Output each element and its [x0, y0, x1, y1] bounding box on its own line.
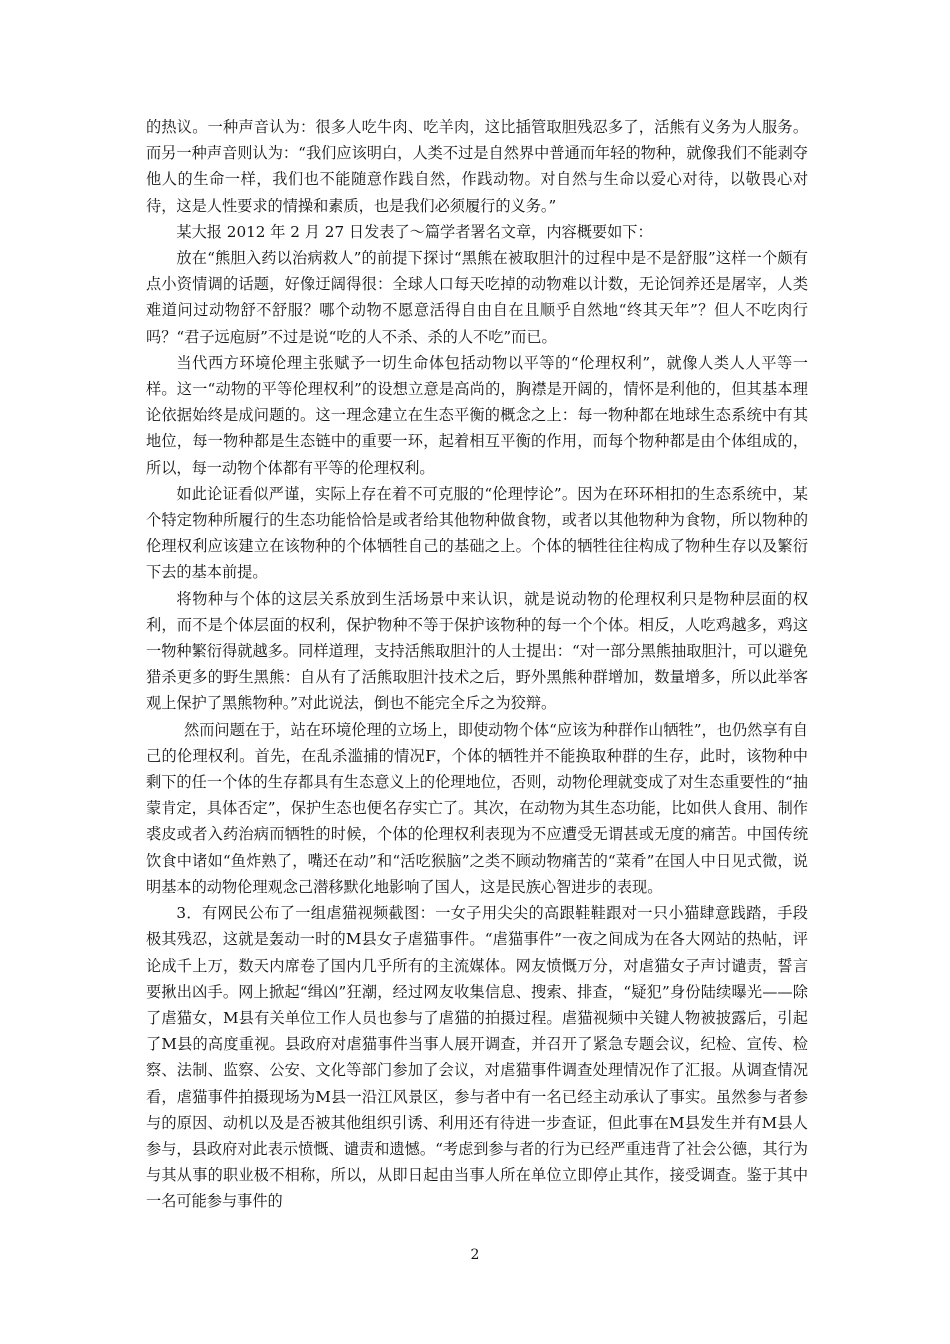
- paragraph-individual-rights: 然而问题在于，站在环境伦理的立场上，即使动物个体“应该为种群作山牺牲”，也仍然享有自己的伦理权利。首先，在乱杀滥捕的情况F，个体的牺牲并不能换取种群的生存，此时，该物种中剩下的任一个体的生存都具有生态意义上的伦理地位，否则，动物伦理就变成了对生态重要性的“抽蒙肯定，具体否定”，保护生态也便名存实亡了。其次，在动物为其生态功能，比如供人食用、制作裘皮或者入药治病而牺牲的时候，个体的伦理权利表现为不应遭受无谓甚或无度的痛苦。中国传统饮食中诸如“鱼炸熟了，嘴还在动”和“活吃猴脑”之类不顾动物痛苦的“菜肴”在国人中日见式微，说明基本的动物伦理观念己潜移默化地影响了国人，这是民族心智进步的表现。: [146, 720, 808, 896]
- document-body: [146, 114, 808, 1215]
- paragraph-species-individual: 将物种与个体的这层关系放到生活场景中来认识，就是说动物的伦理权利只是物种层面的权利，而不是个体层面的权利，保护物种不等于保护该物种的每一个个体。相反，人吃鸡越多，鸡这一物种繁衍得就越多。同样道理，支持活熊取胆汁的人士提出：“对一部分黑熊抽取胆汁，可以避免猎杀更多的野生黑熊：自从有了活熊取胆汁技术之后，野外黑熊种群增加，数量增多，所以此举客观上保护了黑熊物种。”对此说法，倒也不能完全斥之为狡辩。: [146, 589, 808, 713]
- paragraph-cat-abuse-case: 3．有网民公布了一组虐猫视频截图：一女子用尖尖的高跟鞋鞋跟对一只小猫肆意践踏，手段极其残忍，这就是轰动一时的M县女子虐猫事件。“虐猫事件”一夜之间成为在各大网站的热帖，评论成千上万，数天内席卷了国内几乎所有的主流媒体。网友愤慨万分，对虐猫女子声讨谴责，誓言要揪出凶手。网上掀起“缉凶”狂潮，经过网友收集信息、搜索、排查，“疑犯”身份陆续曝光——除了虐猫女，M县有关单位工作人员也参与了虐猫的拍摄过程。虐猫视频中关键人物被披露后，引起了M县的高度重视。县政府对虐猫事件当事人展开调查，并召开了紧急专题会议，纪检、宣传、检察、法制、监察、公安、文化等部门参加了会议，对虐猫事件调查处理情况作了汇报。从调查情况看，虐猫事件拍摄现场为M县一沿江风景区，参与者中有一名已经主动承认了事实。虽然参与者参与的原因、动机以及是否被其他组织引诱、利用还有待进一步查证，但此事在M县发生并有M县人参与，县政府对此表示愤慨、谴责和遗憾。“考虑到参与者的行为已经严重违背了社会公德，其行为与其从事的职业极不相称，所以，从即日起由当事人所在单位立即停止其作，接受调查。鉴于其中一名可能参与事件的: [146, 904, 808, 1211]
- paragraph-ethical-paradox: 如此论证看似严谨，实际上存在着不可克服的“伦理悖论”。因为在环环相扣的生态系统中，某个特定物种所履行的生态功能恰恰是或者给其他物种做食物，或者以其他物种为食物，所以物种的伦理权利应该建立在该物种的个体牺牲自己的基础之上。个体的牺牲往往构成了物种生存以及繁衍下去的基本前提。: [146, 484, 808, 582]
- paragraph-western-ethics: 当代西方环境伦理主张赋予一切生命体包括动物以平等的“伦理权利”，就像人类人人平等一样。这一“动物的平等伦理权利”的设想立意是高尚的，胸襟是开阔的，情怀是利他的，但其基本理论依据始终是成问题的。这一理念建立在生态平衡的概念之上：每一物种都在地球生态系统中有其地位，每一物种都是生态链中的重要一环，起着相互平衡的作用，而每个物种都是由个体组成的，所以，每一动物个体都有平等的伦理权利。: [146, 353, 808, 477]
- paragraph-continuation: 的热议。一种声音认为：很多人吃牛肉、吃羊肉，这比插管取胆残忍多了，活熊有义务为人服务。而另一种声音则认为：“我们应该明白，人类不过是自然界中普通而年轻的物种，就像我们不能剥夺他人的生命一样，我们也不能随意作践自然，作践动物。对自然与生命以爱心对待，以敬畏心对待，这是人性要求的情操和素质，也是我们必须履行的义务。”: [146, 118, 808, 215]
- paragraph-article-intro: 某大报 2012 年 2 月 27 日发表了～篇学者署名文章，内容概要如下：: [176, 222, 653, 241]
- page-number: 2: [470, 1247, 480, 1263]
- paragraph-bear-bile-premise: 放在“熊胆入药以治病救人”的前提下探讨“黑熊在被取胆汁的过程中是不是舒服”这样一个颇有点小资情调的话题，好像迂阔得很：全球人口每天吃掉的动物难以计数，无论饲养还是屠宰，人类难道问过动物舒不舒服？哪个动物不愿意活得自由自在且顺乎自然地“终其天年”？但人不吃肉行吗？“君子远庖厨”不过是说“吃的人不杀、杀的人不吃”而已。: [146, 249, 808, 346]
